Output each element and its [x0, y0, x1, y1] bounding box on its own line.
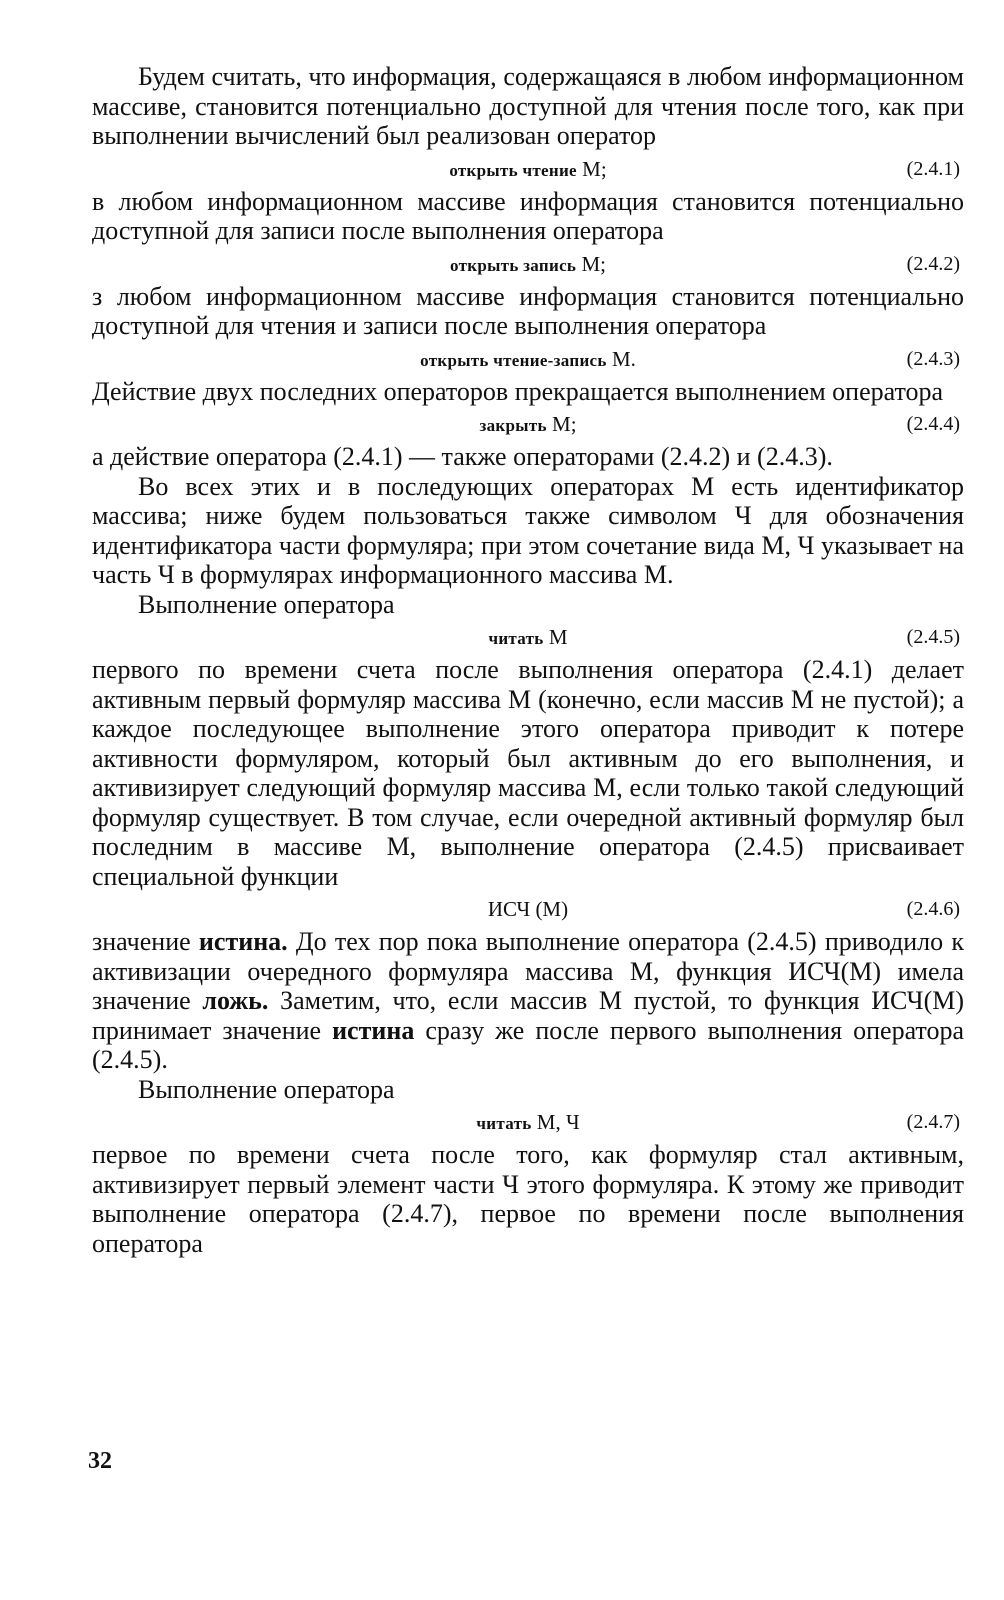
formula-keyword: закрыть [479, 416, 547, 435]
formula-2-4-5 [92, 621, 964, 654]
formula-argument: М; [576, 156, 607, 181]
bold-term-true: истина [332, 1015, 415, 1045]
paragraph-10: Выполнение оператора [138, 1074, 395, 1104]
formula-argument: М; [576, 251, 606, 276]
formula-argument: М. [606, 346, 636, 371]
formula-number: (2.4.1) [906, 157, 960, 180]
paragraph-8: первого по времени счета после выполнения оператора (2.4.1) делает активным первый формуляр массива М (конечно, если массив М не пустой); а каждое последующее выполнение этого оператора приводит к потере активности формуляром, который был активным до его выполнения, и активизирует следующий формуляр массива М, если только такой следующий формуляр существует. В том случае, если очередной активный формуляр был последним в массиве М, выполнение оператора (2.4.5) присваивает специальной функции [92, 655, 964, 891]
paragraph-5: а действие оператора (2.4.1) — также операторами (2.4.2) и (2.4.3). [92, 442, 833, 471]
formula-number: (2.4.7) [906, 1111, 960, 1133]
formula-2-4-4 [92, 408, 964, 441]
formula-argument: М, Ч [531, 1110, 580, 1134]
paragraph-6: Во всех этих и в последующих операторах М есть идентификатор массива; ниже будем пользоваться также символом Ч для обозначения идентификатора части формуляра; при этом сочетание вида М, Ч указывает на часть Ч в формулярах информационного массива М. [92, 471, 964, 589]
formula-2-4-1 [92, 153, 964, 186]
formula-keyword: открыть запись [450, 255, 577, 275]
formula-2-4-7 [92, 1106, 964, 1139]
formula-keyword: открыть чтение-запись [420, 350, 607, 370]
page-number: 32 [88, 1448, 112, 1474]
paragraph-11: первое по времени счета после того, как формуляр стал активным, активизирует первый элемент части Ч этого формуляра. К этому же приводит выполнение оператора (2.4.7), первое по времени после выполнения оператора [92, 1140, 964, 1258]
formula-number: (2.4.3) [906, 347, 960, 370]
page-body [92, 62, 964, 1258]
formula-keyword: читать [488, 629, 544, 648]
paragraph-7: Выполнение оператора [138, 589, 395, 619]
bold-term-false: ложь. [202, 986, 269, 1015]
formula-keyword: читать [476, 1114, 532, 1133]
paragraph-1: Будем считать, что информация, содержащаяся в любом информационном массиве, становится потенциально доступной для чтения после того, как при выполнении вычислений был реализован оператор [92, 62, 964, 150]
paragraph-4: Действие двух последних операторов прекращается выполнением оператора [92, 376, 944, 406]
formula-2-4-2 [92, 248, 964, 281]
formula-number: (2.4.6) [906, 898, 960, 920]
paragraph-2: в любом информационном массиве информация становится потенциально доступной для записи после выполнения оператора [92, 186, 964, 245]
paragraph-9: значение истина. До тех пор пока выполнение оператора (2.4.5) приводило к активизации очередного формуляра массива М, функция ИСЧ(М) имела значение ложь. Заметим, что, если массив М пустой, то функция ИСЧ(М) принимает значение истина сразу же после первого выполнения оператора (2.4.5). [92, 927, 965, 1074]
formula-2-4-3 [92, 343, 964, 376]
formula-expression: ИСЧ (М) [487, 897, 569, 921]
formula-argument: М [543, 625, 568, 649]
paragraph-3: з любом информационном массиве информация становится потенциально доступной для чтения и записи после выполнения оператора [92, 281, 964, 340]
bold-term-true: истина. [198, 927, 288, 956]
formula-argument: М; [546, 412, 577, 436]
formula-number: (2.4.2) [906, 252, 960, 275]
formula-number: (2.4.4) [906, 413, 960, 435]
formula-keyword: открыть чтение [449, 160, 577, 180]
formula-number: (2.4.5) [906, 626, 960, 648]
formula-2-4-6 [92, 893, 964, 926]
